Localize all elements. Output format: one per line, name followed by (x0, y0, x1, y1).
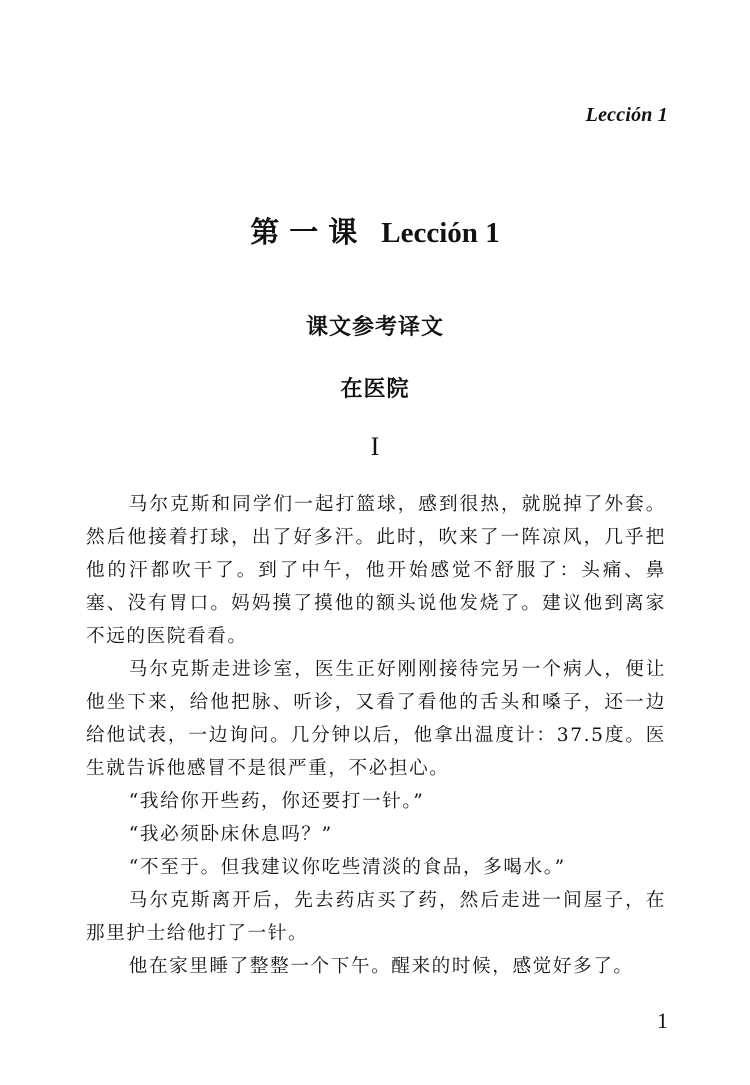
text-title: 在医院 (340, 377, 410, 402)
part-numeral: I (370, 432, 380, 461)
body-text (86, 488, 666, 983)
lesson-title (0, 214, 750, 251)
paragraph: “不至于。但我建议你吃些清淡的食品，多喝水。” (128, 857, 566, 878)
running-header: Lección 1 (585, 104, 668, 126)
paragraph: 他在家里睡了整整一个下午。醒来的时候，感觉好多了。 (128, 956, 634, 977)
paragraph: 马尔克斯走进诊室，医生正好刚刚接待完另一个病人，便让他坐下来，给他把脉、听诊，又看了看他的舌头和嗓子，还一边给他试表，一边询问。几分钟以后，他拿出温度计：37.5度。医生就告诉他感冒不是很严重，不必担心。 (86, 659, 666, 779)
paragraph: “我必须卧床休息吗？” (128, 824, 333, 845)
section-title: 课文参考译文 (305, 315, 444, 340)
lesson-title-spanish: Lección 1 (381, 217, 500, 249)
paragraph: “我给你开些药，你还要打一针。” (128, 791, 425, 812)
paragraph: 马尔克斯离开后，先去药店买了药，然后走进一间屋子，在那里护士给他打了一针。 (86, 890, 666, 944)
lesson-title-chinese: 第一课 (250, 215, 368, 249)
paragraph: 马尔克斯和同学们一起打篮球，感到很热，就脱掉了外套。然后他接着打球，出了好多汗。此时，吹来了一阵凉风，几乎把他的汗都吹干了。到了中午，他开始感觉不舒服了：头痛、鼻塞、没有胃口。妈妈摸了摸他的额头说他发烧了。建议他到离家不远的医院看看。 (86, 494, 666, 647)
page-number: 1 (657, 1008, 668, 1033)
